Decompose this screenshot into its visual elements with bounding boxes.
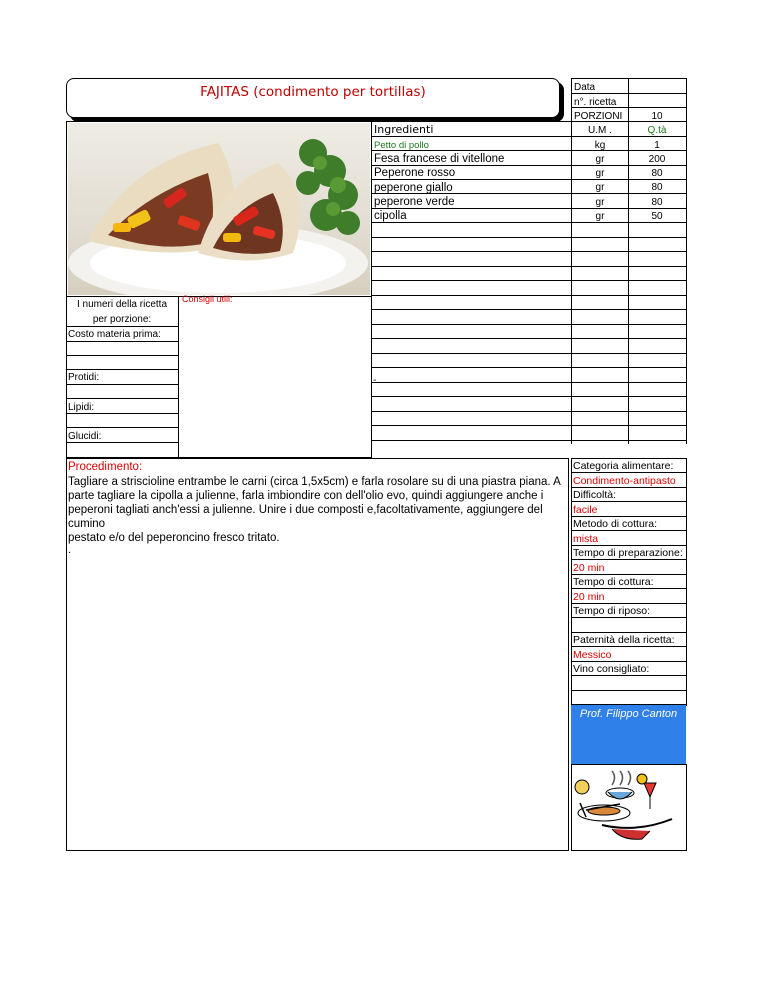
ingredient-row-line xyxy=(372,222,687,223)
ingredient-row-line xyxy=(372,396,687,397)
procedure-line: Tagliare a striscioline entrambe le carni (circa 1,5x5cm) e farla rosolare su di una piastra piana. A xyxy=(68,476,561,488)
ingredient-row-line xyxy=(372,179,687,180)
grid-col-line xyxy=(686,78,687,444)
side-row-line xyxy=(571,646,687,647)
ingredient-row-line xyxy=(372,411,687,412)
procedure-line: pestato e/o del peperoncino fresco tritato. xyxy=(68,532,280,544)
difficolta-value: facile xyxy=(573,504,598,516)
side-row-line xyxy=(571,661,687,662)
ingredient-qty: 80 xyxy=(651,182,663,193)
side-row-line xyxy=(571,472,687,473)
ingredient-row-line xyxy=(372,353,687,354)
ingredient-row-line xyxy=(372,382,687,383)
divider xyxy=(66,427,178,428)
divider xyxy=(178,296,179,458)
stray-mark: - xyxy=(373,375,377,386)
side-row-line xyxy=(571,632,687,633)
ingredient-um: kg xyxy=(594,140,606,151)
metodo-label: Metodo di cottura: xyxy=(573,518,658,530)
ingredient-row-line xyxy=(372,193,687,194)
riposo-label: Tempo di riposo: xyxy=(573,605,651,617)
side-row-line xyxy=(571,545,687,546)
ingredient-row-line xyxy=(372,295,687,296)
waiter-tray-clipart-icon xyxy=(572,765,686,850)
ingredient-row-line xyxy=(372,440,687,441)
ingredient-qty: 80 xyxy=(651,197,663,208)
ingredient-name: peperone giallo xyxy=(374,182,453,194)
procedure-text xyxy=(68,475,568,545)
porzioni-label: PORZIONI xyxy=(574,111,623,122)
divider xyxy=(66,384,178,385)
ingredient-um: gr xyxy=(595,154,605,165)
ingredient-row-line xyxy=(372,266,687,267)
ingredient-name: peperone verde xyxy=(374,196,455,208)
side-row-line xyxy=(571,559,687,560)
divider xyxy=(66,369,178,370)
side-row-line xyxy=(571,487,687,488)
ingredient-name: Petto di pollo xyxy=(374,140,429,151)
vino-label: Vino consigliato: xyxy=(573,663,650,675)
costo-label: Costo materia prima: xyxy=(68,329,161,340)
side-row-line xyxy=(571,516,687,517)
divider xyxy=(66,413,178,414)
ingredient-um: gr xyxy=(595,168,605,179)
difficolta-label: Difficoltà: xyxy=(573,489,616,501)
qta-heading: Q.tà xyxy=(647,125,667,136)
side-row-line xyxy=(571,458,687,459)
ingredient-qty: 80 xyxy=(651,168,663,179)
procedure-heading: Procedimento: xyxy=(68,461,143,473)
ingredient-row-line xyxy=(372,280,687,281)
divider xyxy=(66,355,178,356)
divider xyxy=(66,442,178,443)
ingredient-um: gr xyxy=(595,211,605,222)
side-row-line xyxy=(571,704,687,705)
ingredient-row-line xyxy=(372,425,687,426)
header-row-line xyxy=(571,93,687,94)
ingredient-row-line xyxy=(372,309,687,310)
ingredient-row-line xyxy=(372,121,687,122)
side-row-line xyxy=(571,588,687,589)
side-row-line xyxy=(571,530,687,531)
ingredient-row-line xyxy=(372,165,687,166)
lipidi-label: Lipidi: xyxy=(68,402,95,413)
numeri-label: I numeri della ricetta xyxy=(76,299,168,310)
procedure-line: parte tagliare la cipolla a julienne, farla imbiondire con dell'olio evo, quindi aggiungere anche i xyxy=(68,490,544,502)
side-row-line xyxy=(571,690,687,691)
ricetta-label: n°. ricetta xyxy=(574,97,617,108)
um-heading: U.M . xyxy=(588,125,612,136)
ingredient-qty: 50 xyxy=(651,211,663,222)
ingredient-row-line xyxy=(372,251,687,252)
ingredient-row-line xyxy=(372,324,687,325)
ingredient-name: Peperone rosso xyxy=(374,167,456,179)
ingredient-row-line xyxy=(372,338,687,339)
side-row-line xyxy=(571,501,687,502)
paternita-value: Messico xyxy=(573,649,612,661)
numeri-label-2: per porzione: xyxy=(92,314,152,325)
ingredient-name: Fesa francese di vitellone xyxy=(374,153,505,165)
ingredienti-heading: Ingredienti xyxy=(374,123,434,136)
left-panel-frame xyxy=(66,121,372,458)
divider xyxy=(66,341,178,342)
ingredient-row-line xyxy=(372,208,687,209)
divider xyxy=(66,398,178,399)
cottura-value: 20 min xyxy=(573,591,605,603)
header-row-line xyxy=(571,78,687,79)
glucidi-label: Glucidi: xyxy=(68,431,102,442)
ingredient-row-line xyxy=(372,237,687,238)
author-name: Prof. Filippo Canton xyxy=(579,708,678,720)
ingredient-um: gr xyxy=(595,182,605,193)
cottura-label: Tempo di cottura: xyxy=(573,576,654,588)
side-row-line xyxy=(571,574,687,575)
categoria-value: Condimento-antipasto xyxy=(573,475,676,487)
metodo-value: mista xyxy=(573,533,599,545)
divider xyxy=(66,326,178,327)
header-row-line xyxy=(571,107,687,108)
protidi-label: Protidi: xyxy=(68,372,100,383)
procedure-dot: . xyxy=(68,544,72,556)
ingredient-row-line xyxy=(372,367,687,368)
prep-value: 20 min xyxy=(573,562,605,574)
clipart-frame xyxy=(571,764,687,851)
ingredient-qty: 1 xyxy=(654,140,660,151)
recipe-title: FAJITAS (condimento per tortillas) xyxy=(200,84,426,100)
ingredient-row-line xyxy=(372,150,687,151)
side-row-line xyxy=(571,603,687,604)
ingredient-row-line xyxy=(372,136,687,137)
ingredient-name: cipolla xyxy=(374,210,407,222)
side-row-line xyxy=(571,675,687,676)
ingredient-qty: 200 xyxy=(648,154,666,165)
paternita-label: Paternità della ricetta: xyxy=(573,634,675,646)
side-row-line xyxy=(571,617,687,618)
prep-label: Tempo di preparazione: xyxy=(573,547,683,559)
ingredient-um: gr xyxy=(595,197,605,208)
consigli-label: Consigli utili: xyxy=(182,294,233,304)
procedure-line: peperoni tagliati anch'essi a julienne. Unire i due composti e,facoltativamente, aggiungere del cumino xyxy=(68,504,543,530)
porzioni-value: 10 xyxy=(651,111,663,122)
data-label: Data xyxy=(574,82,596,93)
categoria-label: Categoria alimentare: xyxy=(573,460,674,472)
